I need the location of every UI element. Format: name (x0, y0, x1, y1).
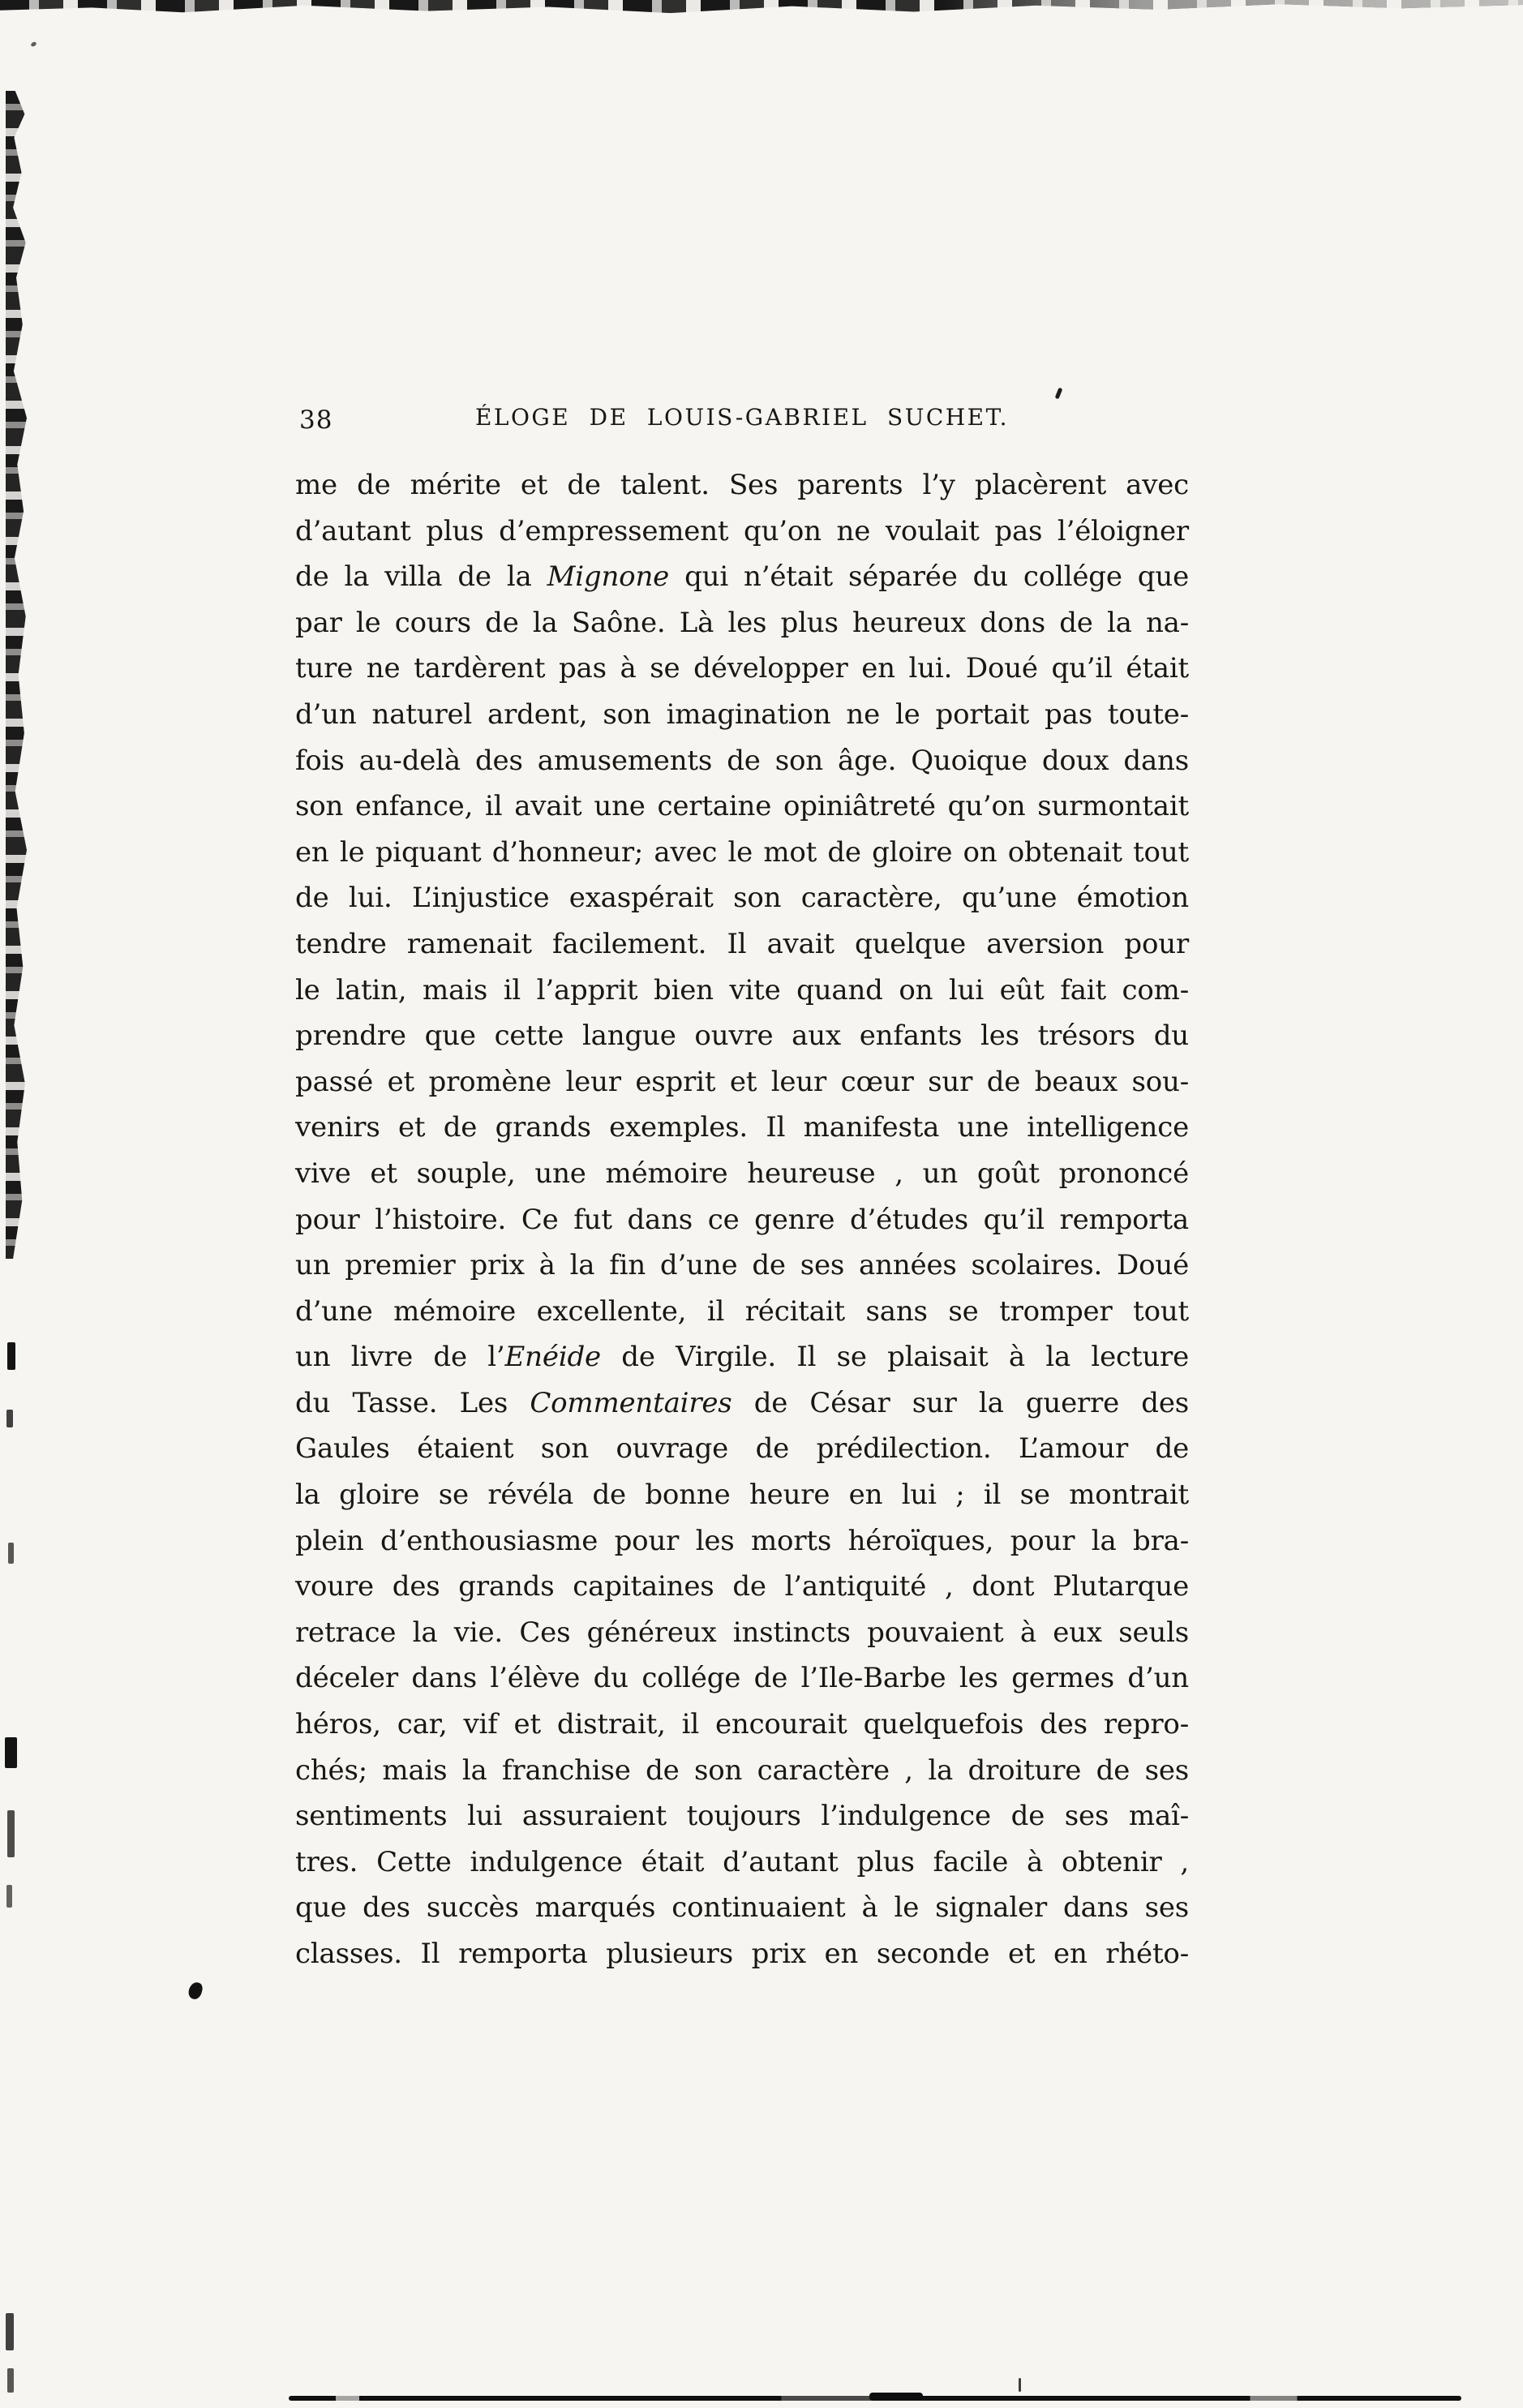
left-edge-mark (7, 1810, 15, 1857)
left-binding-scan-artifact (6, 91, 27, 1259)
text-line: sentiments lui assuraient toujours l’indulgence de ses maî- (295, 1800, 1189, 1833)
text-line: déceler dans l’élève du collége de l’Ile-Barbe les germes d’un (295, 1662, 1189, 1695)
body-text (295, 462, 1189, 1977)
text-line: en le piquant d’honneur; avec le mot de gloire on obtenait tout (295, 835, 1189, 869)
text-line: pour l’histoire. Ce fut dans ce genre d’études qu’il remporta (295, 1203, 1189, 1236)
text-line: retrace la vie. Ces généreux instincts pouvaient à eux seuls (295, 1616, 1189, 1649)
text-line: Gaules étaient son ouvrage de prédilection. L’amour de (295, 1432, 1189, 1466)
left-edge-mark (6, 1410, 13, 1427)
running-title: ÉLOGE DE LOUIS-GABRIEL SUCHET. (474, 404, 1010, 431)
left-edge-mark (6, 2313, 14, 2350)
text-line: voure des grands capitaines de l’antiquité , dont Plutarque (295, 1570, 1189, 1603)
text-line: me de mérite et de talent. Ses parents l’y placèrent avec (295, 469, 1189, 501)
text-line: d’une mémoire excellente, il récitait sans se tromper tout (295, 1294, 1189, 1328)
ink-speck (1055, 388, 1063, 400)
text-line: le latin, mais il l’apprit bien vite quand on lui eût fait com- (295, 973, 1189, 1007)
text-line: un premier prix à la fin d’une de ses années scolaires. Doué (295, 1249, 1189, 1282)
ink-blot (187, 1981, 204, 2000)
left-edge-mark (5, 1737, 17, 1768)
page-number: 38 (299, 406, 333, 435)
text-line: héros, car, vif et distrait, il encourait quelquefois des repro- (295, 1708, 1189, 1741)
ink-speck (1019, 2378, 1021, 2392)
left-edge-mark (8, 1543, 14, 1564)
page-header (296, 402, 1188, 440)
text-line: que des succès marqués continuaient à le signaler dans ses (295, 1891, 1189, 1925)
text-line: prendre que cette langue ouvre aux enfants les trésors du (295, 1019, 1189, 1053)
text-line: passé et promène leur esprit et leur cœur sur de beaux sou- (295, 1065, 1189, 1098)
text-line: vive et souple, une mémoire heureuse , un goût prononcé (295, 1157, 1189, 1190)
text-line: tres. Cette indulgence était d’autant plus facile à obtenir , (295, 1845, 1189, 1878)
text-line: du Tasse. Les Commentaires de César sur la guerre des (295, 1386, 1189, 1419)
top-edge-scan-artifact (0, 0, 1523, 14)
text-line: son enfance, il avait une certaine opiniâtreté qu’on surmontait (295, 790, 1189, 823)
text-line: classes. Il remporta plusieurs prix en seconde et en rhéto- (295, 1938, 1189, 1970)
text-line: de la villa de la Mignone qui n’était séparée du collége que (295, 560, 1189, 594)
ink-speck (30, 41, 37, 48)
text-line: ture ne tardèrent pas à se développer en lui. Doué qu’il était (295, 652, 1189, 685)
text-line: tendre ramenait facilement. Il avait quelque aversion pour (295, 927, 1189, 960)
text-line: de lui. L’injustice exaspérait son caractère, qu’une émotion (295, 882, 1189, 915)
text-line: d’autant plus d’empressement qu’on ne voulait pas l’éloigner (295, 514, 1189, 547)
text-line: la gloire se révéla de bonne heure en lui ; il se montrait (295, 1479, 1189, 1512)
text-line: fois au-delà des amusements de son âge. Quoique doux dans (295, 744, 1189, 777)
text-line: d’un naturel ardent, son imagination ne le portait pas toute- (295, 698, 1189, 731)
left-edge-mark (6, 1885, 12, 1908)
text-line: plein d’enthousiasme pour les morts héroïques, pour la bra- (295, 1524, 1189, 1557)
bottom-edge-scan-artifact (869, 2393, 923, 2401)
text-line: chés; mais la franchise de son caractère , la droiture de ses (295, 1753, 1189, 1787)
text-line: venirs et de grands exemples. Il manifesta une intelligence (295, 1111, 1189, 1144)
left-edge-mark (7, 2368, 14, 2393)
text-line: par le cours de la Saône. Là les plus heureux dons de la na- (295, 606, 1189, 639)
left-edge-mark (7, 1342, 15, 1370)
text-line: un livre de l’Enéide de Virgile. Il se plaisait à la lecture (295, 1341, 1189, 1374)
